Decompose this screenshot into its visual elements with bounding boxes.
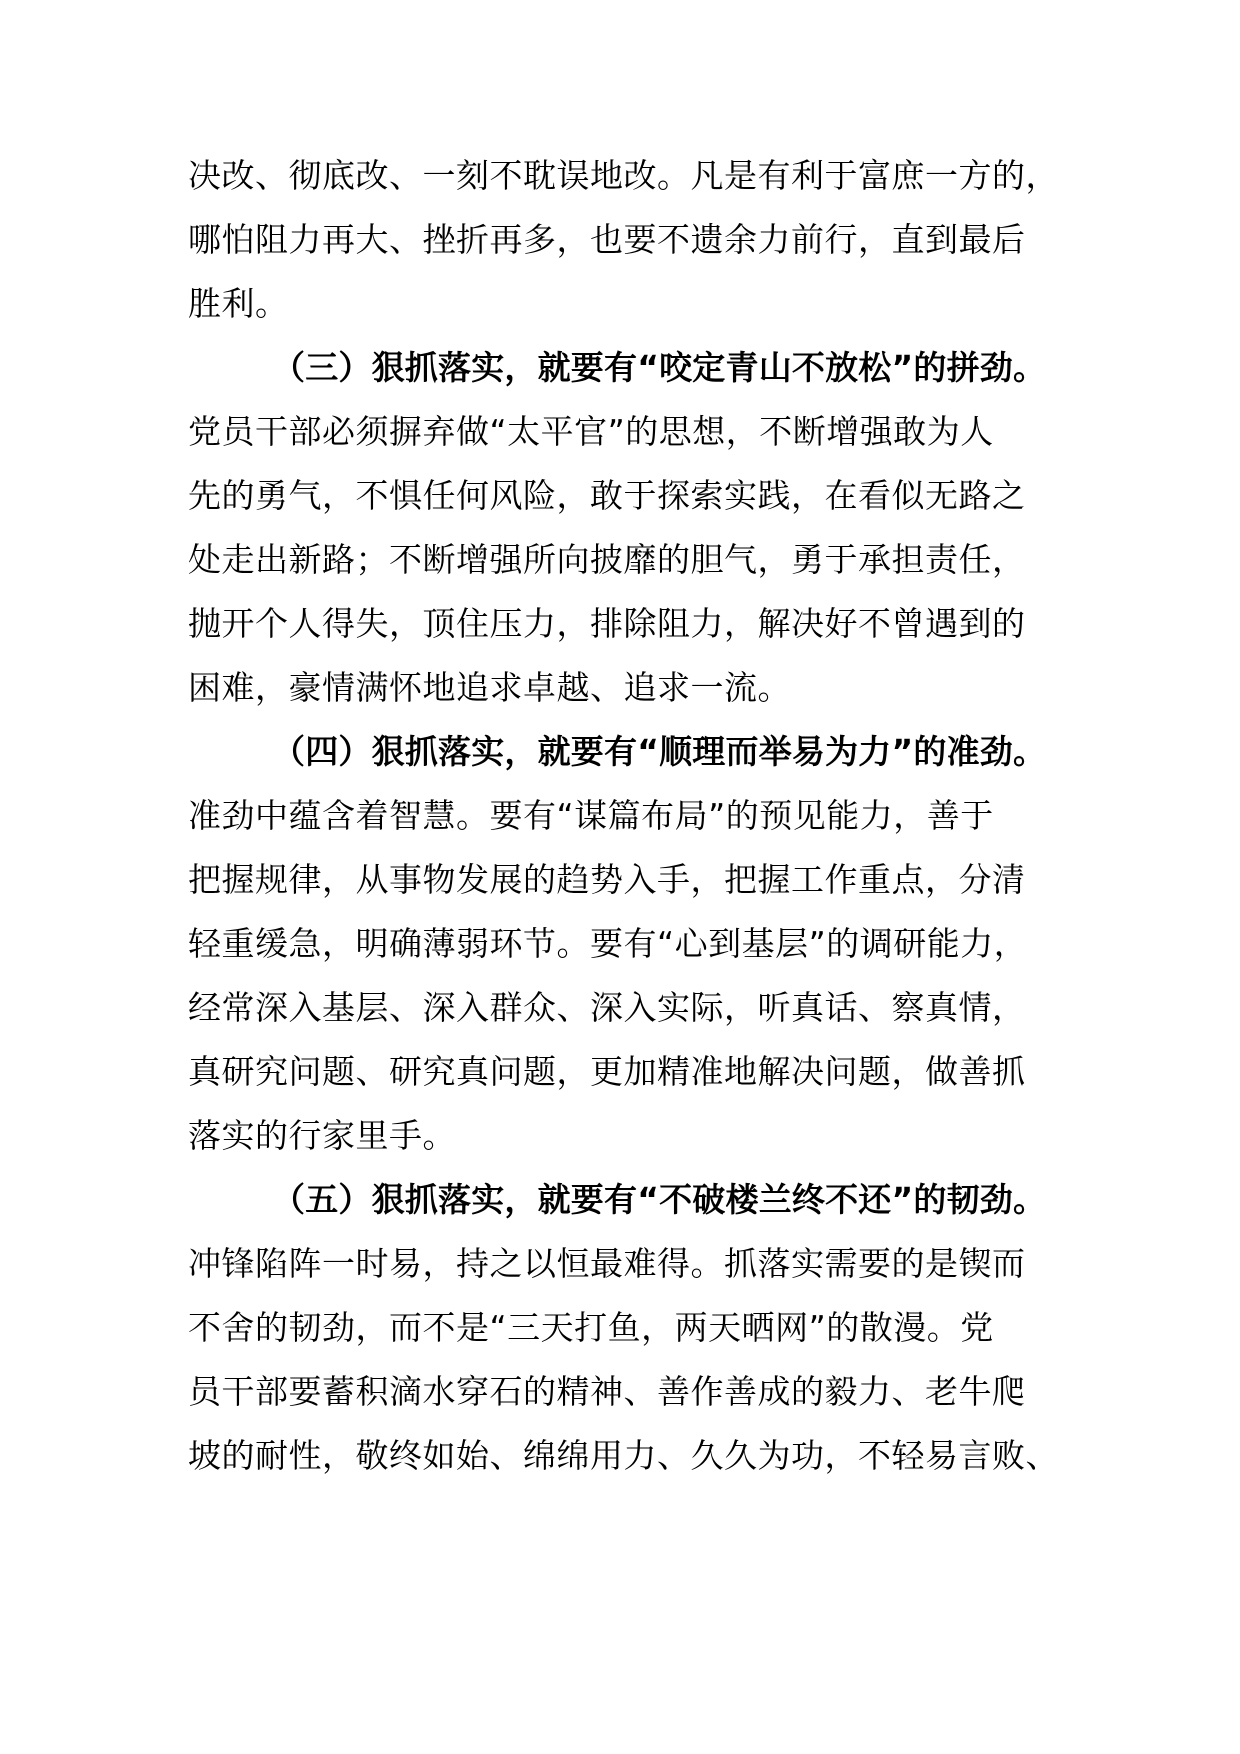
body-text-line: 困难，豪情满怀地追求卓越、追求一流。: [188, 668, 791, 707]
body-text-line: 先的勇气，不惧任何风险，敢于探索实践，在看似无路之: [188, 476, 1026, 515]
body-text-line: 党员干部必须摒弃做“太平官”的思想，不断增强敢为人: [188, 412, 994, 451]
body-text-line: 坡的耐性，敬终如始、绵绵用力、久久为功，不轻易言败、: [188, 1436, 1059, 1475]
body-text-line: 轻重缓急，明确薄弱环节。要有“心到基层”的调研能力，: [188, 924, 1028, 963]
body-text-line: 准劲中蕴含着智慧。要有“谋篇布局”的预见能力，善于: [188, 796, 994, 835]
section-heading-4: （四）狠抓落实，就要有“顺理而举易为力”的准劲。: [272, 732, 1047, 771]
body-text-line: 决改、彻底改、一刻不耽误地改。凡是有利于富庶一方的，: [188, 156, 1059, 195]
body-text-line: 哪怕阻力再大、挫折再多，也要不遗余力前行，直到最后: [188, 220, 1026, 259]
section-heading-5: （五）狠抓落实，就要有“不破楼兰终不还”的韧劲。: [272, 1180, 1047, 1219]
body-text-line: 处走出新路；不断增强所向披靡的胆气，勇于承担责任，: [188, 540, 1026, 579]
body-text-line: 把握规律，从事物发展的趋势入手，把握工作重点，分清: [188, 860, 1026, 899]
section-heading-3: （三）狠抓落实，就要有“咬定青山不放松”的拼劲。: [272, 348, 1047, 387]
body-text-line: 员干部要蓄积滴水穿石的精神、善作善成的毅力、老牛爬: [188, 1372, 1026, 1411]
body-text-line: 抛开个人得失，顶住压力，排除阻力，解决好不曾遇到的: [188, 604, 1026, 643]
body-text-line: 冲锋陷阵一时易，持之以恒最难得。抓落实需要的是锲而: [188, 1244, 1026, 1283]
body-text-line: 经常深入基层、深入群众、深入实际，听真话、察真情，: [188, 988, 1026, 1027]
body-text-line: 胜利。: [188, 284, 289, 323]
body-text-line: 真研究问题、研究真问题，更加精准地解决问题，做善抓: [188, 1052, 1026, 1091]
body-text-line: 落实的行家里手。: [188, 1116, 456, 1155]
body-text-line: 不舍的韧劲，而不是“三天打鱼，两天晒网”的散漫。党: [188, 1308, 994, 1347]
